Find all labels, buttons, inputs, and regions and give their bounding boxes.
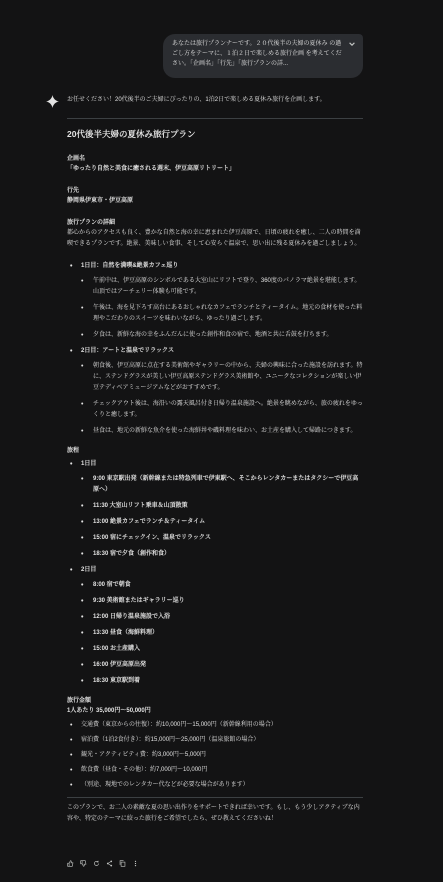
destination-label: 行先 (67, 188, 80, 194)
schedule-item: • 15:00 宿にチェックイン、温泉でリラックス (67, 533, 363, 544)
list-item: • 午後は、海を見下ろす高台にあるおしゃれなカフェでランチとティータイム。地元の食材を使った料理やこだわりのスイーツを味わいながら、ゆったり過ごします。 (67, 303, 363, 325)
schedule-item: • 8:00 宿で朝食 (67, 580, 363, 591)
list-item: • チェックアウト後は、海沿いの露天風呂付き日帰り温泉施設へ。絶景を眺めながら、旅の疲れをゆっくりと癒します。 (67, 399, 363, 421)
destination-value: 静岡県伊東市・伊豆高原 (67, 198, 134, 204)
schedule-item: • 18:30 宿で夕食（創作和食） (67, 549, 363, 560)
budget-label: 旅行金額 (67, 698, 92, 704)
schedule-item: • 9:00 東京駅出発（新幹線または特急列車で伊東駅へ、そこからレンタカーまたはタクシーで伊豆高原へ） (67, 474, 363, 496)
budget-item: • （別途、現地でのレンタカー代などが必要な場合があります） (67, 780, 363, 791)
closing-text: このプランで、お二人の素敵な夏の思い出作りをサポートできれば幸いです。もし、もう少しアクティブな内容や、特定のテーマに絞った旅行をご希望でしたら、ぜひ教えてくださいね！ (67, 805, 360, 822)
schedule-day1: • 1日目 (67, 459, 363, 470)
copy-icon[interactable] (119, 860, 126, 867)
list-item: • 昼食は、地元の新鮮な魚介を使った海鮮丼や磯料理を味わい、お土産を購入して帰路につきます。 (67, 426, 363, 437)
budget-total: 1人あたり 35,000円〜50,000円 (67, 708, 151, 714)
plan-name-value: 「ゆったり自然と美食に癒される週末、伊豆高原リトリート」 (67, 166, 235, 172)
budget-item: • 宿泊費（1泊2食付き）：約15,000円〜25,000円（温泉旅館の場合） (67, 735, 363, 746)
thumbs-down-icon[interactable] (80, 860, 87, 867)
more-vert-icon[interactable] (132, 860, 139, 867)
day2-heading: • 2日目：アートと温泉でリラックス (67, 346, 363, 357)
list-item: • 朝食後、伊豆高原に点在する美術館やギャラリーの中から、夫婦の興味に合った施設を訪れます。特に、ステンドグラスが美しい伊豆高原ステンドグラス美術館や、ユニークなコレクションが楽しい伊豆テディベアミュージアムなどがおすすめです。 (67, 361, 363, 394)
details-text: 都心からのアクセスも良く、豊かな自然と海の幸に恵まれた伊豆高原で、日頃の疲れを癒し、二人の時間を満喫できるプランです。絶景、美味しい食事、そして心安らぐ温泉で、思い出に残る夏休みを過ごしましょう。 (67, 230, 361, 247)
day1-heading: • 1日目：自然を満喫&絶景カフェ巡り (67, 261, 363, 272)
thumbs-up-icon[interactable] (67, 860, 74, 867)
plan-name-label: 企画名 (67, 156, 86, 162)
schedule-item: • 13:30 昼食（海鮮料理） (67, 628, 363, 639)
schedule-item: • 12:00 日帰り温泉施設で入浴 (67, 612, 363, 623)
schedule-label: 旅程 (67, 448, 80, 454)
budget-item: • 観光・アクティビティ費：約3,000円〜5,000円 (67, 750, 363, 761)
schedule-item: • 9:30 美術館またはギャラリー巡り (67, 596, 363, 607)
response-content (67, 94, 363, 836)
schedule-item: • 16:00 伊豆高原出発 (67, 660, 363, 671)
response-title: 20代後半夫婦の夏休み旅行プラン (67, 129, 196, 139)
list-item: • 夕食は、新鮮な海の幸をふんだんに使った創作和食の宿で、地酒と共に舌鼓を打ちます。 (67, 330, 363, 341)
schedule-item: • 18:30 東京駅到着 (67, 676, 363, 687)
schedule-item: • 13:00 絶景カフェでランチ＆ティータイム (67, 517, 363, 528)
divider (67, 797, 363, 798)
budget-item: • 飲食費（昼食・その他）：約7,000円〜10,000円 (67, 765, 363, 776)
user-prompt-text: あなたは旅行プランナーです。２０代後半の夫婦の夏休み の過ごし方をテーマに、１泊２日で楽しめる旅行企画 を考えてください。「企画名」「行先」「旅行プランの詳... (172, 41, 342, 67)
schedule-day2: • 2日目 (67, 565, 363, 576)
user-prompt-bubble[interactable] (163, 34, 363, 78)
list-item: • 午前中は、伊豆高原のシンボルである大室山にリフトで登り、360度のパノラマ絶景を堪能します。山頂ではアーチェリー体験も可能です。 (67, 276, 363, 298)
response-intro: お任せください！20代後半のご夫婦にぴったりの、1泊2日で楽しめる夏休み旅行を企画します。 (67, 97, 326, 103)
chevron-down-icon[interactable] (348, 40, 356, 48)
share-icon[interactable] (106, 860, 113, 867)
schedule-item: • 11:30 大室山リフト乗車＆山頂散策 (67, 501, 363, 512)
regenerate-icon[interactable] (93, 860, 100, 867)
schedule-item: • 15:00 お土産購入 (67, 644, 363, 655)
budget-item: • 交通費（東京からの往復）：約10,000円〜15,000円（新幹線利用の場合） (67, 720, 363, 731)
response-actions (67, 860, 139, 867)
details-label: 旅行プランの詳細 (67, 220, 116, 226)
divider (67, 118, 363, 119)
gemini-sparkle-icon (46, 95, 59, 108)
